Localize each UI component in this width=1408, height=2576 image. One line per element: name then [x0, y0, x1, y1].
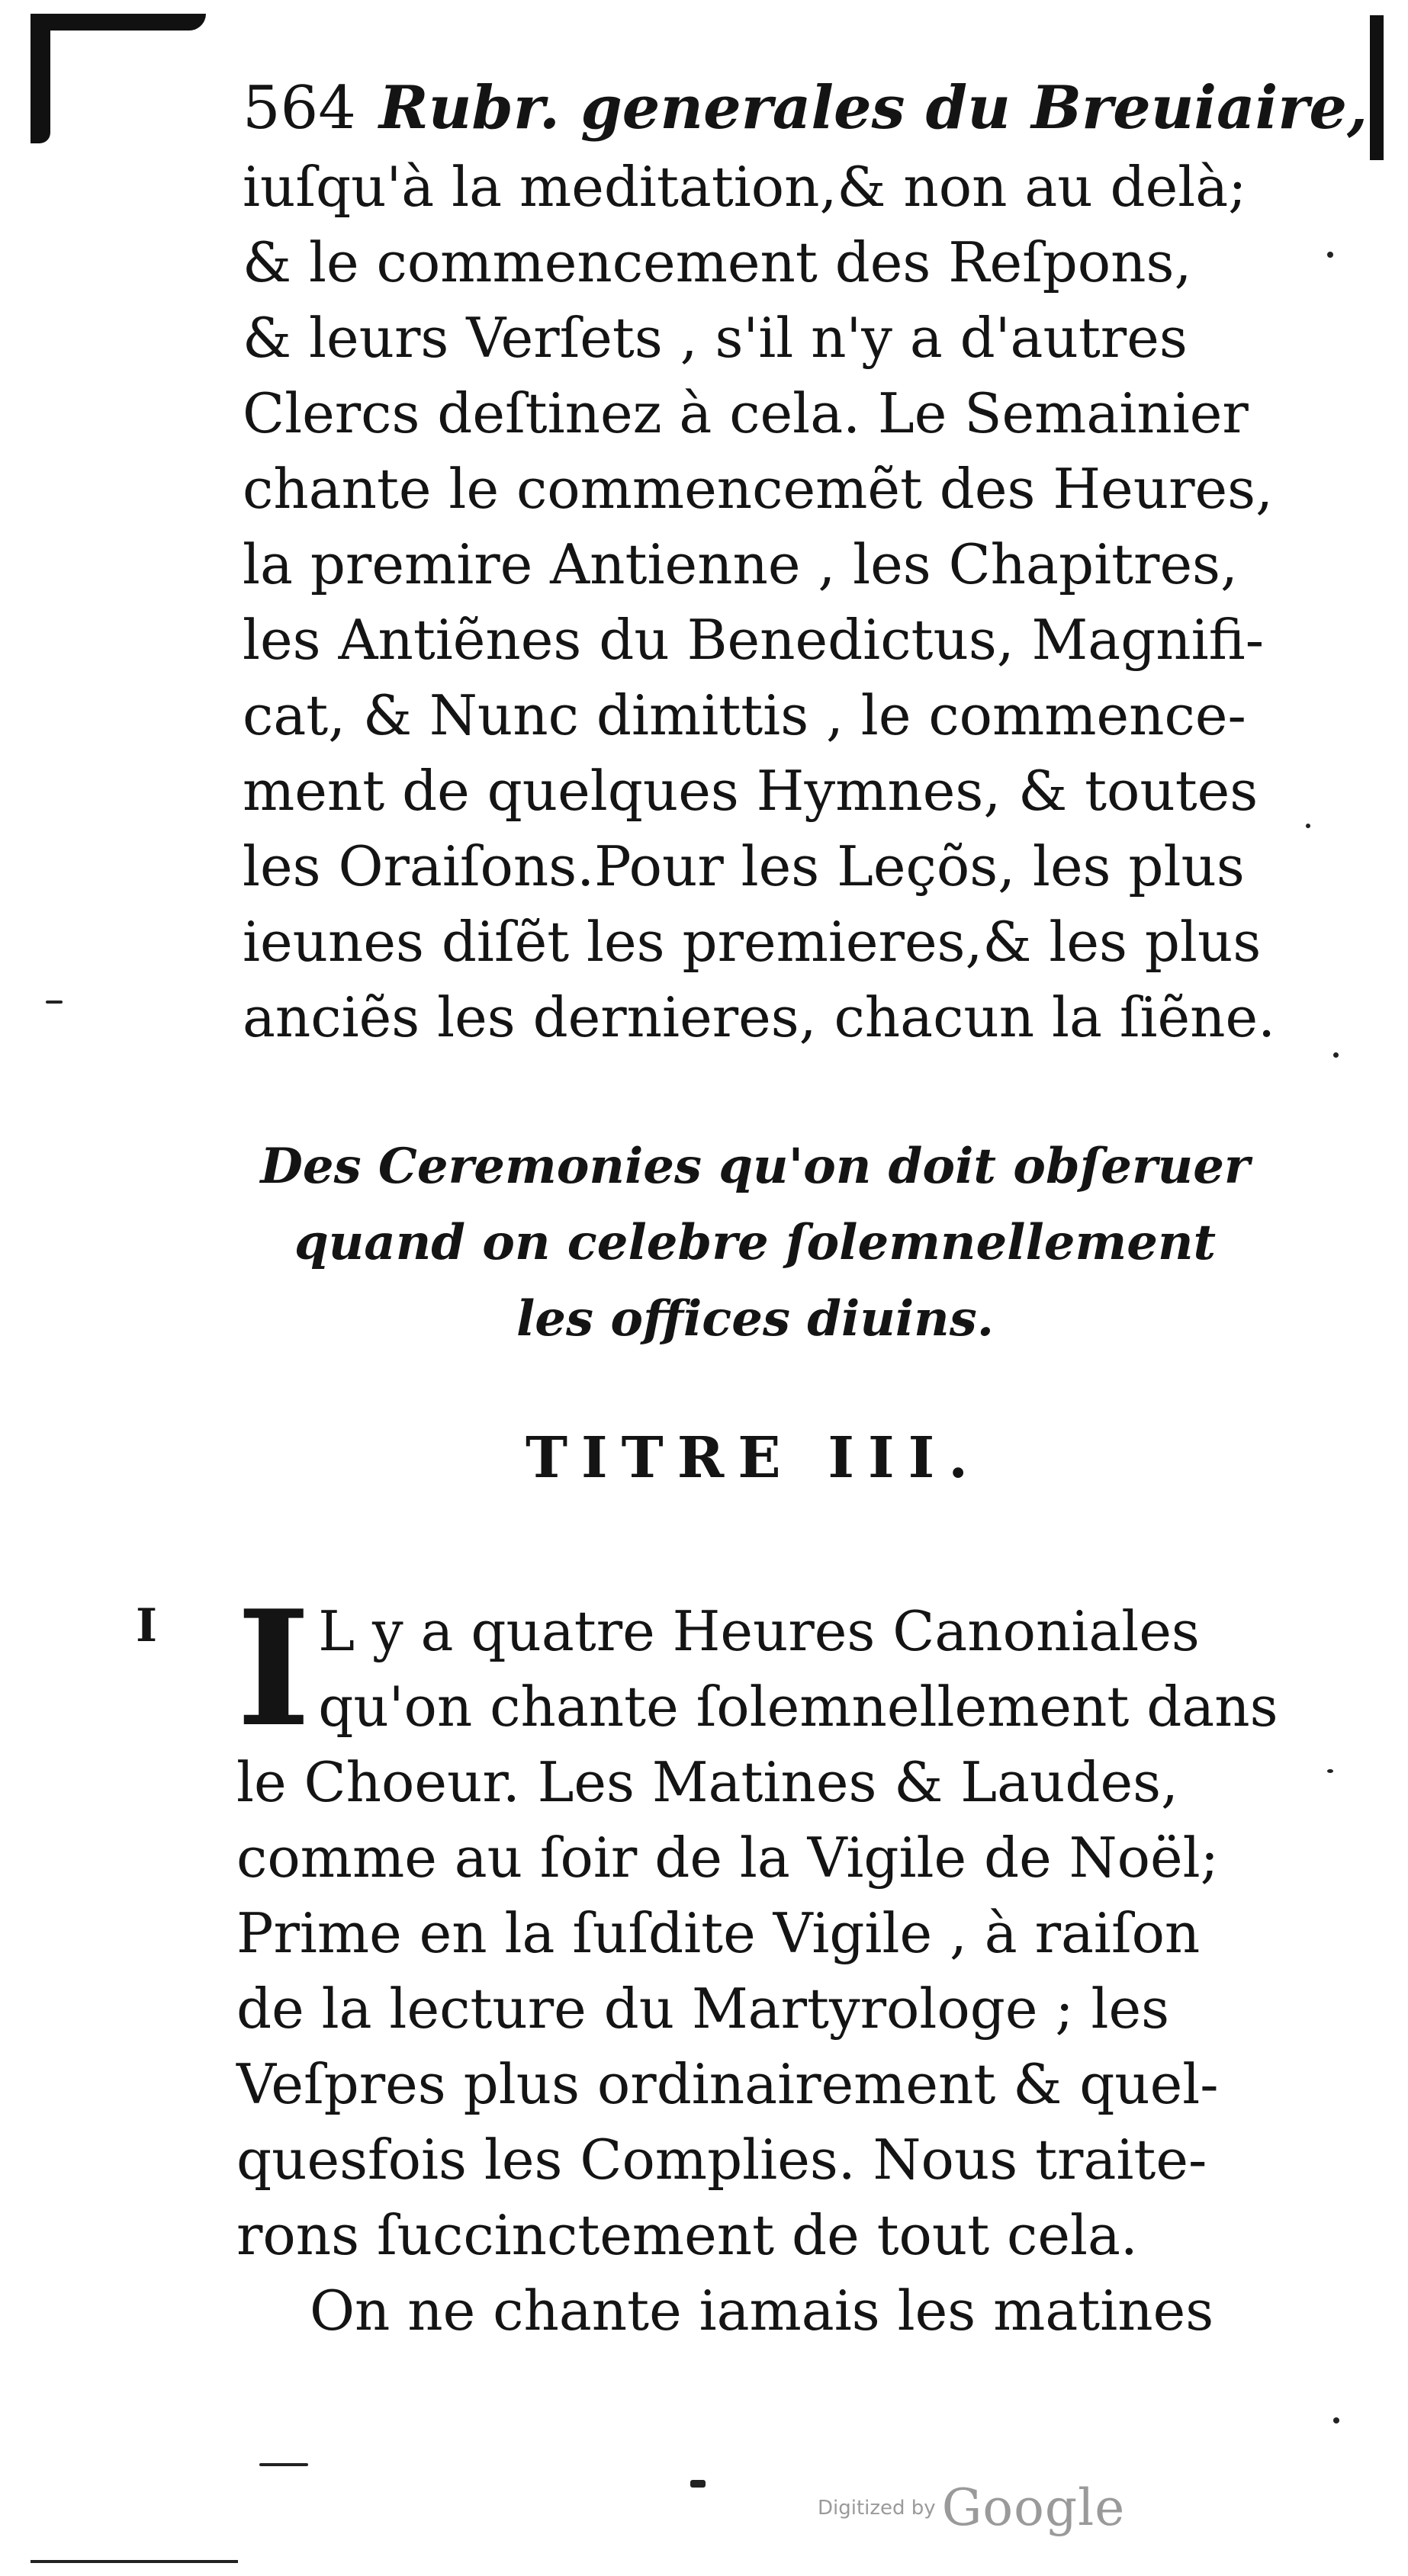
- text-line: comme au ſoir de la Vigile de Noël;: [236, 1826, 1219, 1890]
- drop-cap: I: [236, 1576, 311, 1762]
- text-line: quesfois les Complies. Nous traite-: [236, 2128, 1207, 2192]
- ink-speck: [1333, 1052, 1339, 1058]
- text-line: L y a quatre Heures Canoniales: [318, 1599, 1200, 1663]
- text-line: qu'on chante ſolemnellement dans: [318, 1675, 1278, 1739]
- title-label: TITRE III.: [525, 1425, 982, 1491]
- text-line: cat, & Nunc dimittis , le commence-: [243, 683, 1246, 747]
- text-line: les Antiẽnes du Benedictus, Magnifi-: [243, 608, 1265, 672]
- text-line: rons ſuccinctement de tout cela.: [236, 2203, 1138, 2267]
- running-title: Rubr. generales du Breuiaire,: [378, 73, 1368, 143]
- text-line: de la lecture du Martyrologe ; les: [236, 1977, 1170, 2041]
- text-line: Clercs deſtinez à cela. Le Semainier: [243, 381, 1249, 445]
- text-line: anciẽs les dernieres, chacun la ſiẽne.: [243, 985, 1276, 1049]
- text-line: chante le commencemẽt des Heures,: [243, 457, 1273, 521]
- scan-edge-mark-bottom: [31, 2560, 238, 2563]
- heading-line: les offices diuins.: [516, 1290, 995, 1347]
- heading-line: quand on celebre ſolemnellement: [294, 1214, 1217, 1271]
- ink-speck: [1306, 824, 1310, 828]
- ink-speck: [259, 2463, 308, 2466]
- text-line: ieunes diſẽt les premieres,& les plus: [243, 910, 1262, 974]
- text-line: & le commencement des Reſpons,: [243, 230, 1192, 294]
- text-line: Veſpres plus ordinairement & quel-: [236, 2052, 1219, 2116]
- ink-speck: [46, 1001, 63, 1004]
- ink-speck: [1327, 252, 1333, 258]
- paragraph-number: I: [136, 1599, 158, 1653]
- ink-speck: [1333, 2417, 1339, 2423]
- ink-speck: [690, 2480, 706, 2488]
- text-line: les Oraiſons.Pour les Leçõs, les plus: [243, 834, 1245, 898]
- text-line: la premire Antienne , les Chapitres,: [243, 532, 1238, 596]
- text-line: On ne chante iamais les matines: [310, 2279, 1214, 2343]
- page-number: 564: [243, 74, 356, 143]
- heading-line: Des Ceremonies qu'on doit obſeruer: [260, 1138, 1250, 1195]
- page-header: [243, 70, 1368, 146]
- section-heading: [229, 1129, 1281, 1357]
- text-line: ment de quelques Hymnes, & toutes: [243, 759, 1259, 823]
- google-logo: Google: [941, 2478, 1126, 2537]
- watermark-prefix: Digitized by: [818, 2496, 936, 2520]
- scan-edge-mark-left: [31, 14, 50, 143]
- text-line: Prime en la ſuſdite Vigile , à raiſon: [236, 1901, 1201, 1965]
- scan-edge-mark-top: [31, 14, 206, 31]
- continued-text-block: [243, 149, 1276, 1055]
- text-line: iuſqu'à la meditation,& non au delà;: [243, 155, 1247, 219]
- text-line: & leurs Verſets , s'il n'y a d'autres: [243, 306, 1188, 370]
- ink-speck: [1327, 1769, 1333, 1773]
- text-line: le Choeur. Les Matines & Laudes,: [236, 1750, 1178, 1814]
- paragraph: [236, 1576, 1278, 2349]
- digitized-by-watermark: [818, 2478, 1125, 2537]
- scan-edge-mark-right: [1370, 15, 1384, 160]
